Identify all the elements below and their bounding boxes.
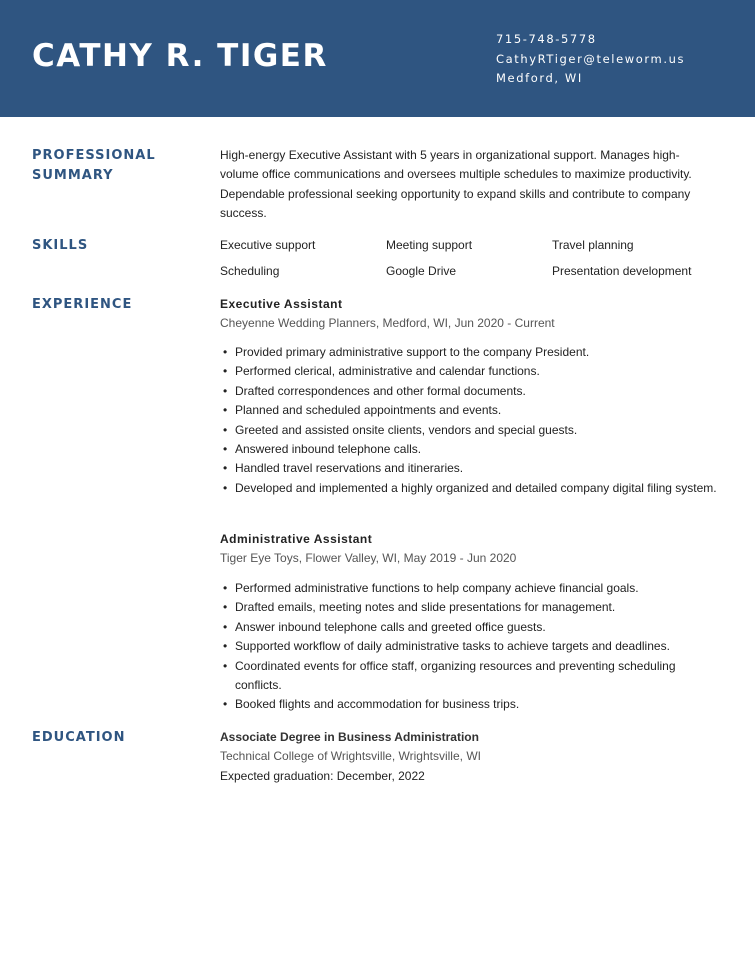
job-duty: • Booked flights and accommodation for business trips. (220, 695, 720, 714)
skill-item: Meeting support (386, 238, 473, 252)
job-entry (220, 530, 720, 569)
job-duties-list (220, 343, 720, 498)
skill-item: Scheduling (220, 264, 280, 278)
degree-name: Associate Degree in Business Administration (220, 730, 479, 744)
skills-heading: SKILLS (32, 238, 89, 253)
contact-info (496, 30, 685, 89)
phone-number: 715-748-5778 (496, 32, 597, 46)
summary-heading (32, 146, 156, 186)
summary-heading-line1: PROFESSIONAL (32, 148, 156, 163)
skills-list (220, 236, 720, 281)
job-duties-list (220, 579, 720, 715)
job-duty: • Performed administrative functions to help company achieve financial goals. (220, 579, 720, 598)
summary-heading-line2: SUMMARY (32, 168, 114, 183)
job-duty: • Answer inbound telephone calls and greeted office guests. (220, 618, 720, 637)
job-duty: • Supported workflow of daily administrative tasks to achieve targets and deadlines. (220, 637, 720, 656)
skill-item: Presentation development (552, 264, 692, 278)
school-name: Technical College of Wrightsville, Wrightsville, WI (220, 749, 481, 764)
job-title: Administrative Assistant (220, 532, 373, 546)
job-duty: • Drafted emails, meeting notes and slide presentations for management. (220, 598, 720, 617)
education-entry (220, 728, 720, 786)
job-duty: • Greeted and assisted onsite clients, vendors and special guests. (220, 421, 720, 440)
skill-item: Travel planning (552, 238, 634, 252)
job-company-line: Tiger Eye Toys, Flower Valley, WI, May 2019 - Jun 2020 (220, 551, 517, 566)
email-address: CathyRTiger@teleworm.us (496, 51, 686, 66)
graduation-date: Expected graduation: December, 2022 (220, 768, 425, 783)
job-company-line: Cheyenne Wedding Planners, Medford, WI, Jun 2020 - Current (220, 316, 555, 331)
job-duty: • Coordinated events for office staff, organizing resources and preventing scheduling conflicts. (220, 657, 720, 696)
experience-heading: EXPERIENCE (32, 297, 133, 312)
skill-item: Executive support (220, 238, 316, 252)
location: Medford, WI (496, 71, 583, 85)
resume-header (0, 0, 755, 117)
job-duty: • Answered inbound telephone calls. (220, 440, 720, 459)
job-entry (220, 295, 720, 334)
skill-item: Google Drive (386, 264, 457, 278)
job-duty: • Drafted correspondences and other formal documents. (220, 382, 720, 401)
job-duty: • Handled travel reservations and itineraries. (220, 459, 720, 478)
job-duty: • Planned and scheduled appointments and events. (220, 401, 720, 420)
candidate-name: CATHY R. TIGER (32, 38, 328, 74)
job-duty: • Provided primary administrative support to the company President. (220, 343, 720, 362)
job-title: Executive Assistant (220, 297, 343, 311)
job-duty: • Performed clerical, administrative and calendar functions. (220, 362, 720, 381)
education-heading: EDUCATION (32, 730, 126, 745)
job-duty: • Developed and implemented a highly organized and detailed company digital filing system. (220, 479, 720, 498)
summary-text: High-energy Executive Assistant with 5 years in organizational support. Manages high-volume office communications and oversees multiple schedules to maximize productivity. Dependable professional seeking opportunity to expand skills and contribute to company success. (220, 148, 692, 221)
